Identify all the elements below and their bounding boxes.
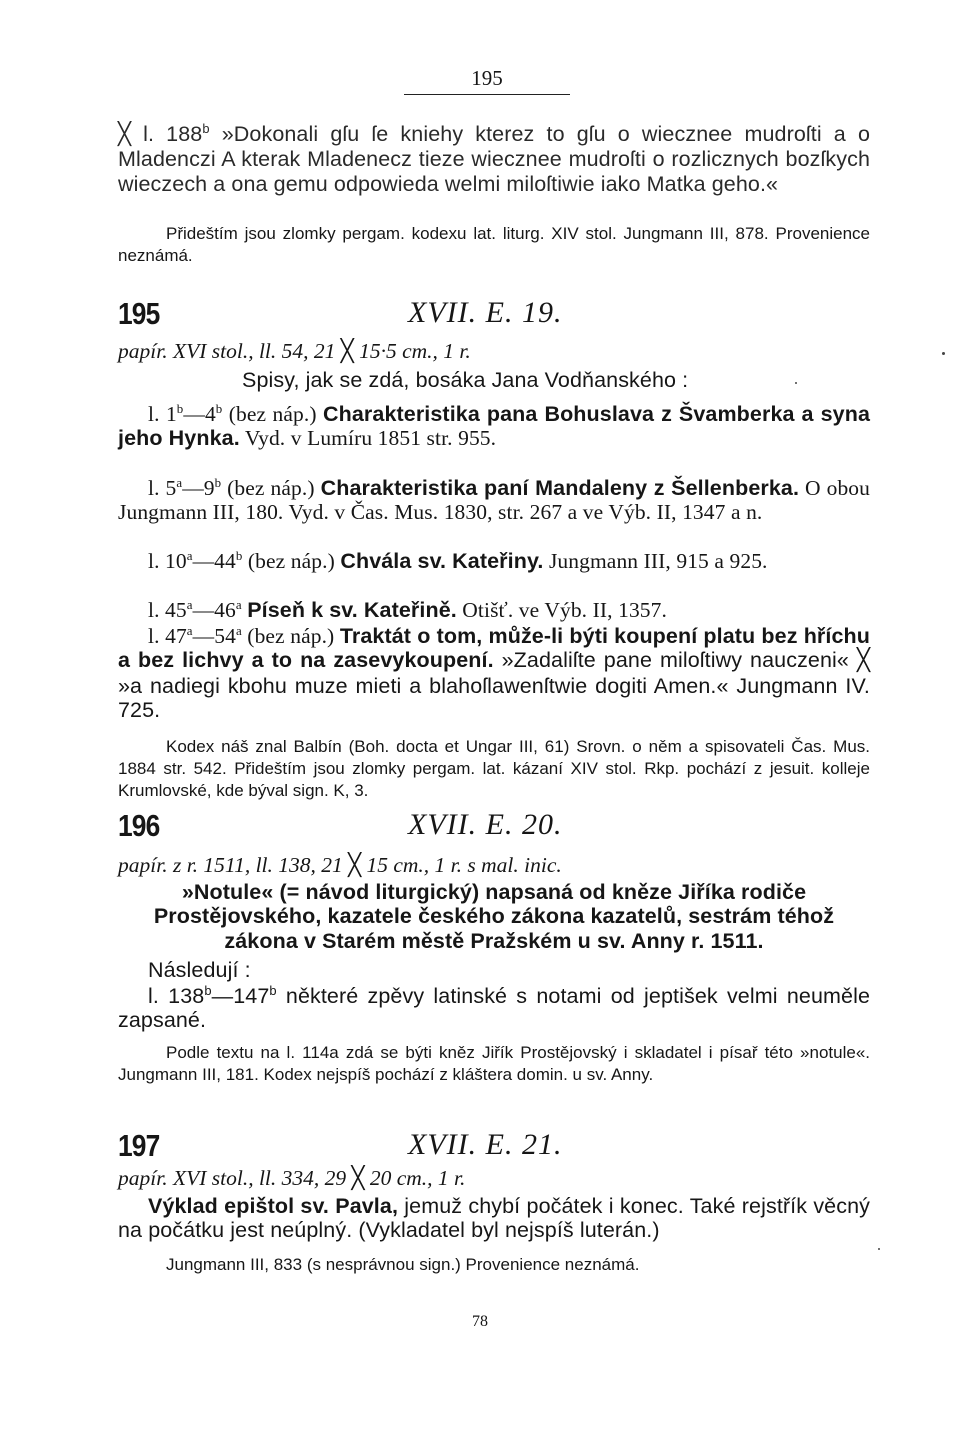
previous-entry-note: Přideštím jsou zlomky pergam. kodexu lat. liturg. XIV stol. Jungmann III, 878. Provenience neznámá. xyxy=(118,224,870,265)
cross-mark: ╳ xyxy=(856,648,870,674)
entry-item: l. 47$^a$—54$^a$ (bez náp.) Traktát o tom, může-li býti koupení platu bez hříchu a bez lichvy a to na zasevykoupení. »Zadaliſte pane miloſtiwy nauczeni« ╳ »a nadiegi kbohu muze mieti a blahoſlawenſtwie dogiti Amen.« Jungmann IV. 725. xyxy=(118,623,870,722)
print-speck xyxy=(878,1248,880,1250)
entry-item: l. 138$^b$—147$^b$ některé zpěvy latinské s notami od jeptišek velmi neuměle zapsané. xyxy=(118,982,870,1033)
cross-mark: ╳ xyxy=(118,122,132,147)
entry-item: l. 5$^a$—9$^b$ (bez náp.) Charakteristika paní Mandaleny z Šellenberka. O obou Jungmann III, 180. Vyd. v Čas. Mus. 1830, str. 267 a ve Výb. II, 1347 a n. xyxy=(118,475,871,525)
entry-item: l. 1$^b$—4$^b$ (bez náp.) Charakteristika pana Bohuslava z Švamberka a syna jeho Hynka. Vyd. v Lumíru 1851 str. 955. xyxy=(118,401,871,451)
entry-note: Podle textu na l. 114a zdá se býti kněz Jiřík Prostějovský i skladatel i písař této »notule«. Jungmann III, 181. Kodex nejspíš pochází z kláštera domin. u sv. Anny. xyxy=(118,1043,870,1084)
print-speck xyxy=(942,352,945,355)
previous-entry-text: ╳ l. 188$^b$ »Dokonali gſu ſe kniehy kterez to gſu o wiecznee mudroſti a o Mladenczi A kterak Mladenecz tieze wiecznee mudroſti o rozlicznych bozſkych wieczech a ona gemu odpowieda welmi miloſtiwie iako Matka geho.« xyxy=(118,120,870,196)
entry-material: papír. z r. 1511, ll. 138, 21 ╳ 15 cm., 1 r. s mal. inic. xyxy=(118,853,562,877)
entry-title: Spisy, jak se zdá, bosáka Jana Vodňanského : xyxy=(242,368,689,392)
entry-material: papír. XVI stol., ll. 334, 29 ╳ 20 cm., 1 r. xyxy=(118,1166,466,1190)
entry-body: Výklad epištol sv. Pavla, jemuž chybí počátek i konec. Také rejstřík věcný na počátku jest neúplný. (Vykladatel byl nejspíš luterán.) xyxy=(118,1194,870,1243)
entry-item: l. 10$^a$—44$^b$ (bez náp.) Chvála sv. Kateřiny. Jungmann III, 915 a 925. xyxy=(148,548,768,573)
entry-number: 196 xyxy=(118,808,160,843)
entry-signature: XVII. E. 19. xyxy=(408,296,563,329)
entry-material: papír. XVI stol., ll. 54, 21 ╳ 15·5 cm., 1 r. xyxy=(118,339,471,363)
folio-number: 78 xyxy=(472,1313,488,1330)
entry-signature: XVII. E. 20. xyxy=(408,808,563,841)
print-speck xyxy=(795,382,797,384)
entry-number: 197 xyxy=(118,1128,160,1163)
entry-title: »Notule« (= návod liturgický) napsaná od kněze Jiříka rodiče Prostějovského, kazatele českého zákona kazatelů, sestrám téhož zákona v Starém městě Pražském u sv. Anny r. 1511. xyxy=(153,880,835,953)
entry-number: 195 xyxy=(118,296,160,331)
entry-heading xyxy=(118,296,870,340)
entry-following: Následují : xyxy=(148,958,251,982)
entry-note: Kodex náš znal Balbín (Boh. docta et Ungar III, 61) Srovn. o něm a spisovateli Čas. Mus. 1884 str. 542. Přideštím jsou zlomky pergam. lat. kázaní XIV stol. Rkp. pochází z jesuit. kolleje Krumlovské, kde býval sign. K, 3. xyxy=(118,737,870,800)
page-number: 195 xyxy=(404,64,570,95)
entry-item: l. 45$^a$—46$^a$ Píseň k sv. Kateřině. Otišť. ve Výb. II, 1357. xyxy=(148,597,667,622)
entry-heading xyxy=(118,808,870,852)
entry-note: Jungmann III, 833 (s nesprávnou sign.) Provenience neznámá. xyxy=(166,1255,640,1274)
entry-signature: XVII. E. 21. xyxy=(408,1128,563,1161)
